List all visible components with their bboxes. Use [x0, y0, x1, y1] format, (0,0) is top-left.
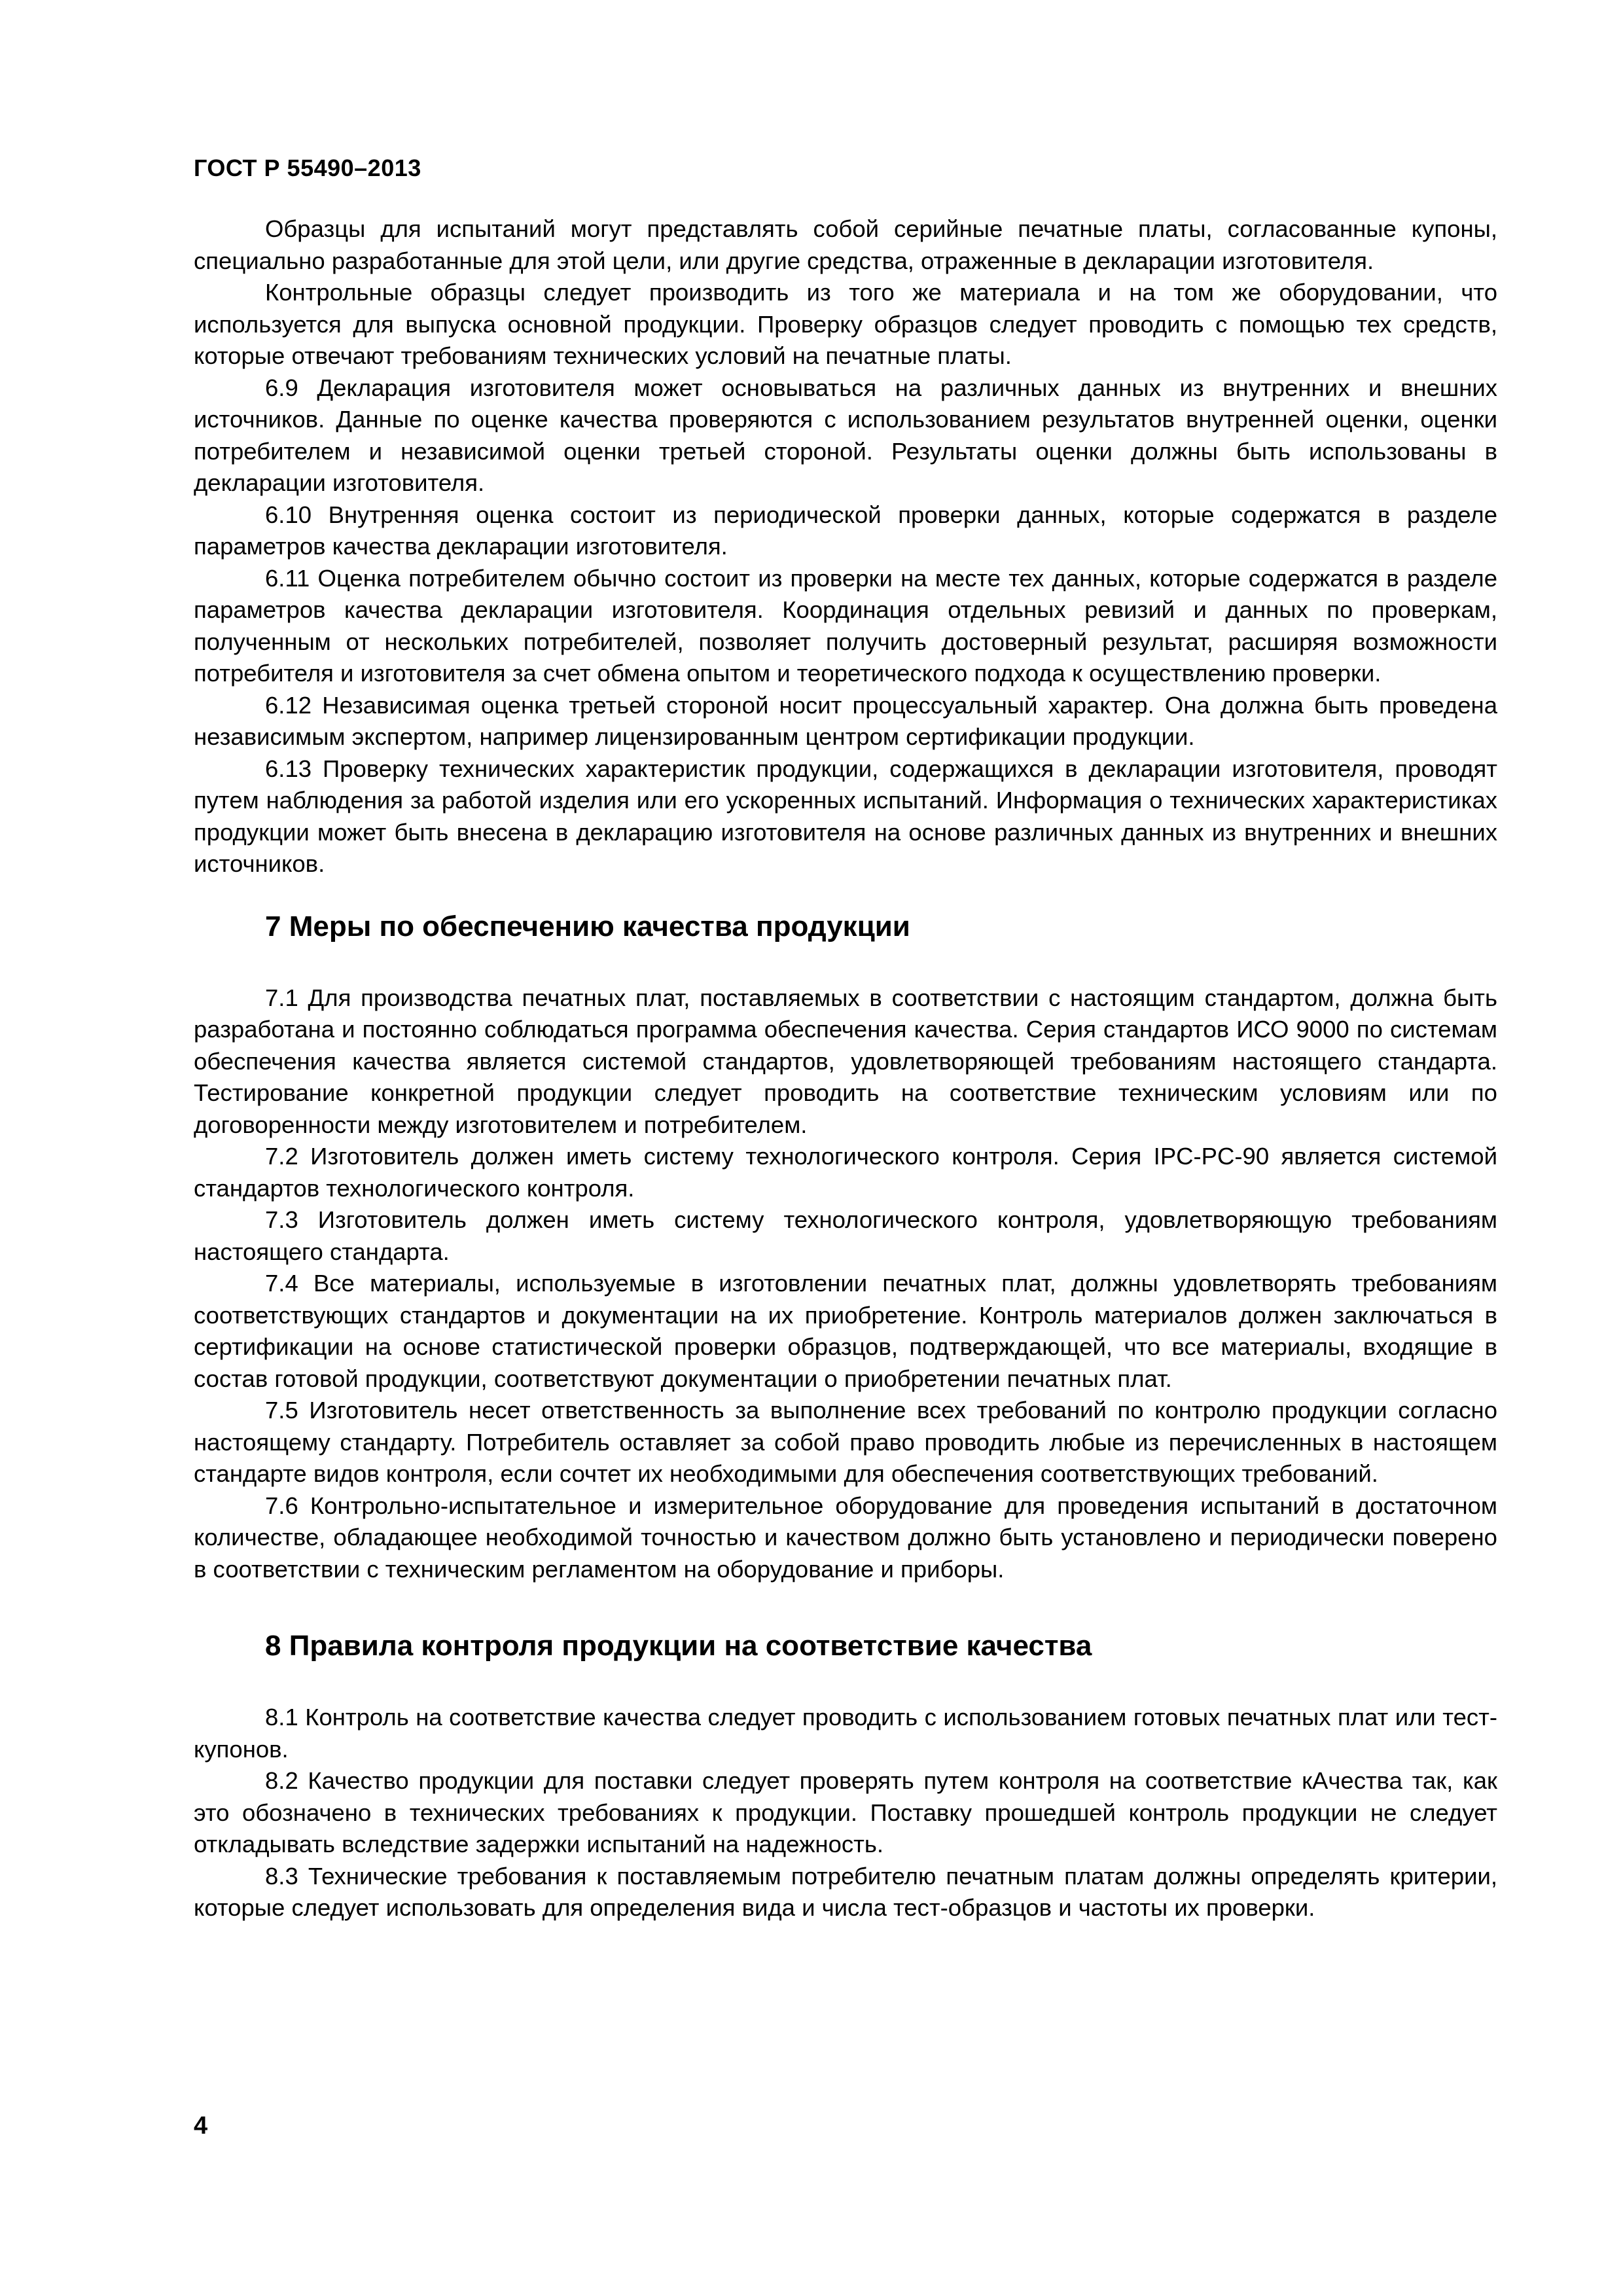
section-7-heading: 7 Меры по обеспечению качества продукции: [265, 910, 910, 942]
paragraph: 7.5 Изготовитель несет ответственность за выполнение всех требований по контролю продукции согласно настоящему стандарту. Потребитель оставляет за собой право проводить любые из перечисленных в настоящем стандарте видов контроля, если сочтет их необходимыми для обеспечения соответствующих требований.: [194, 1397, 1497, 1487]
paragraph: 6.13 Проверку технических характеристик продукции, содержащихся в декларации изготовителя, проводят путем наблюдения за работой изделия или его ускоренных испытаний. Информация о технических характеристиках продукции может быть внесена в декларацию изготовителя на основе различных данных из внутренних и внешних источников.: [194, 755, 1497, 877]
paragraph: 8.1 Контроль на соответствие качества следует проводить с использованием готовых печатных плат или тест-купонов.: [194, 1704, 1497, 1763]
paragraph: 8.2 Качество продукции для поставки следует проверять путем контроля на соответствие кАчества так, как это обозначено в технических требованиях к продукции. Поставку прошедшей контроль продукции не следует откладывать вследствие задержки испытаний на надежность.: [194, 1767, 1497, 1857]
section-8-heading: 8 Правила контроля продукции на соответствие качества: [265, 1630, 1092, 1662]
paragraph: 8.3 Технические требования к поставляемым потребителю печатным платам должны определять критерии, которые следует использовать для определения вида и числа тест-образцов и частоты их проверки.: [194, 1862, 1497, 1921]
paragraph: 7.4 Все материалы, используемые в изготовлении печатных плат, должны удовлетворять требованиям соответствующих стандартов и документации на их приобретение. Контроль материалов должен заключаться в сертификации на основе статистической проверки образцов, подтверждающей, что все материалы, входящие в состав готовой продукции, соответствуют документации о приобретении печатных плат.: [194, 1270, 1497, 1392]
paragraph: 6.9 Декларация изготовителя может основываться на различных данных из внутренних и внешних источников. Данные по оценке качества проверяются с использованием результатов внутренней оценки, оценки потребителем и независимой оценки третьей стороной. Результаты оценки должны быть использованы в декларации изготовителя.: [194, 374, 1497, 496]
paragraph: 7.2 Изготовитель должен иметь систему технологического контроля. Серия IPC-PC-90 является системой стандартов технологического контроля.: [194, 1143, 1497, 1202]
paragraph: 7.1 Для производства печатных плат, поставляемых в соответствии с настоящим стандартом, должна быть разработана и постоянно соблюдаться программа обеспечения качества. Серия стандартов ИСО 9000 по системам обеспечения качества является системой стандартов, удовлетворяющей требованиям настоящего стандарта. Тестирование конкретной продукции следует проводить на соответствие техническим условиям или по договоренности между изготовителем и потребителем.: [194, 984, 1497, 1138]
document-header: ГОСТ Р 55490–2013: [194, 154, 421, 181]
paragraph: 6.10 Внутренняя оценка состоит из периодической проверки данных, которые содержатся в разделе параметров качества декларации изготовителя.: [194, 501, 1497, 560]
paragraph: Контрольные образцы следует производить из того же материала и на том же оборудовании, что используется для выпуска основной продукции. Проверку образцов следует проводить с помощью тех средств, которые отвечают требованиям технических условий на печатные платы.: [194, 279, 1497, 369]
paragraph: 6.11 Оценка потребителем обычно состоит из проверки на месте тех данных, которые содержатся в разделе параметров качества декларации изготовителя. Координация отдельных ревизий и данных по проверкам, полученным от нескольких потребителей, позволяет получить достоверный результат, расширяя возможности потребителя и изготовителя за счет обмена опытом и теоретического подхода к осуществлению проверки.: [194, 564, 1497, 687]
paragraph: 7.3 Изготовитель должен иметь систему технологического контроля, удовлетворяющую требованиям настоящего стандарта.: [194, 1206, 1497, 1265]
paragraph: Образцы для испытаний могут представлять собой серийные печатные платы, согласованные купоны, специально разработанные для этой цели, или другие средства, отраженные в декларации изготовителя.: [194, 215, 1497, 274]
page-number: 4: [194, 2112, 208, 2140]
paragraph: 6.12 Независимая оценка третьей стороной носит процессуальный характер. Она должна быть проведена независимым экспертом, например лицензированным центром сертификации продукции.: [194, 691, 1497, 750]
paragraph: 7.6 Контрольно-испытательное и измерительное оборудование для проведения испытаний в достаточном количестве, обладающее необходимой точностью и качеством должно быть установлено и периодически поверено в соответствии с техническим регламентом на оборудование и приборы.: [194, 1492, 1497, 1583]
document-body: [194, 213, 1497, 1924]
